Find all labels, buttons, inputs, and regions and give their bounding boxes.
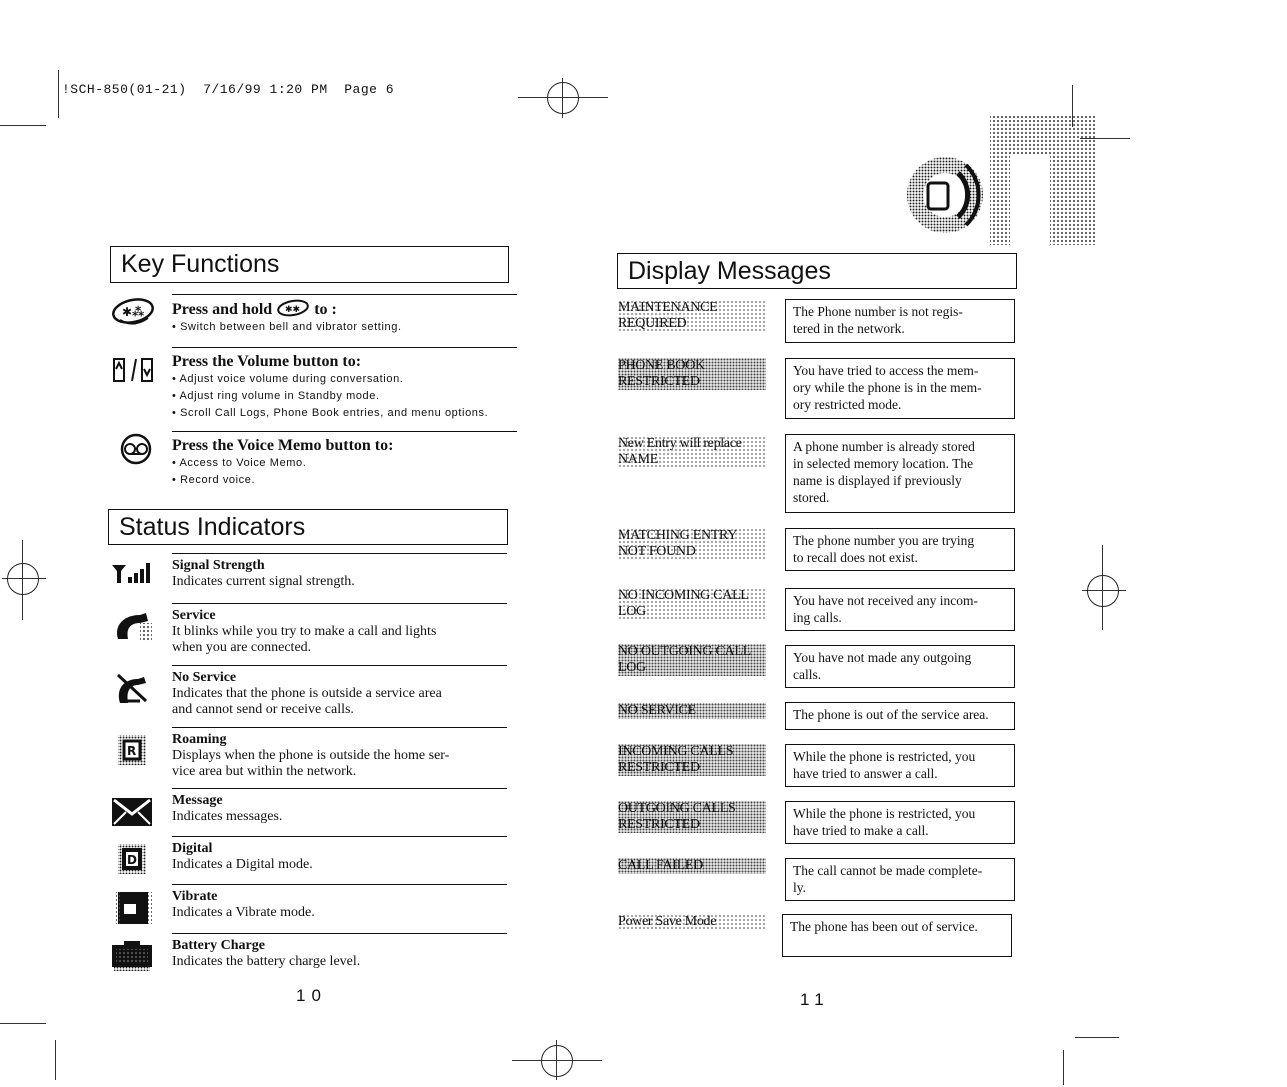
display-message-label-line: RESTRICTED [618,374,700,389]
crop-mark [0,125,46,126]
display-message-label [618,588,766,620]
display-message-desc [785,528,1015,571]
status-indicators-heading: Status Indicators [108,509,508,545]
key-function-bullet: • Record voice. [172,474,256,486]
display-message-label-line: OUTGOING CALLS [618,801,736,816]
display-message-desc [785,744,1015,787]
registration-mark-top [518,78,608,118]
page-number-right: 11 [800,990,830,1009]
key-function-title: Press and hold [172,301,273,318]
display-message-desc-line: ory restricted mode. [793,397,902,412]
registration-mark-left [2,540,46,620]
display-message-desc-line: The Phone number is not regis- [793,304,963,319]
key-function-bullet: • Switch between bell and vibrator setting. [172,321,402,333]
status-title: Message [172,793,223,808]
status-desc: Displays when the phone is outside the home ser- [172,748,450,763]
display-message-desc [785,299,1015,343]
display-message-desc [785,801,1015,844]
display-message-label-line: RESTRICTED [618,760,700,775]
display-message-desc-line: While the phone is restricted, you [793,806,976,821]
status-desc: Indicates messages. [172,809,283,824]
display-message-desc-line: ly. [793,880,806,895]
display-message-label-line: NO SERVICE [618,703,696,718]
star-pound-key-icon [110,296,156,326]
display-message-label [618,528,766,560]
status-indicator-item [108,665,508,725]
crop-mark [58,70,59,118]
display-message-desc-line: You have not received any incom- [793,593,978,608]
display-message-desc-line: to recall does not exist. [793,550,918,565]
crop-mark [55,1040,56,1080]
display-message-label [618,801,766,833]
status-indicator-item [108,884,508,932]
display-message-desc-line: have tried to make a call. [793,823,929,838]
display-message-label-line: LOG [618,604,646,619]
display-message-label-line: INCOMING CALLS [618,744,734,759]
status-desc: Indicates a Vibrate mode. [172,905,315,920]
status-title: Battery Charge [172,938,265,953]
registration-mark-bottom [512,1040,602,1080]
status-title: Service [172,608,216,623]
display-message-label-line: CALL FAILED [618,858,703,873]
key-function-bullet: • Access to Voice Memo. [172,457,307,469]
display-message-desc [782,914,1012,957]
display-message-desc-line: You have tried to access the mem- [793,363,979,378]
status-desc: and cannot send or receive calls. [172,702,354,717]
display-message-desc-line: name is displayed if previously [793,473,962,488]
crop-mark [1063,1050,1064,1085]
key-function-bullet: • Scroll Call Logs, Phone Book entries, and menu options. [172,407,489,419]
display-message-desc [785,858,1015,901]
roaming-icon [110,733,154,767]
digital-icon [110,842,154,876]
display-message-label [618,914,766,930]
display-message-label [618,300,766,332]
svg-text:✱⁂: ✱⁂ [122,305,145,319]
display-message-desc [785,358,1015,419]
status-desc: Indicates a Digital mode. [172,857,313,872]
display-message-label [618,436,766,468]
battery-charge-icon [110,939,154,973]
key-function-title: Press the Voice Memo button to: [172,437,394,454]
display-message-desc-line: stored. [793,490,830,505]
crop-mark [1075,1037,1119,1038]
display-message-desc-line: A phone number is already stored [793,439,975,454]
display-message-label-line: REQUIRED [618,316,687,331]
display-message-desc [785,645,1015,688]
display-message-label [618,703,766,719]
display-message-label [618,644,766,676]
key-function-title-suffix: to : [314,301,337,318]
status-title: No Service [172,670,237,685]
svg-text:D: D [127,853,137,867]
status-desc: It blinks while you try to make a call and lights [172,624,437,639]
display-message-label [618,358,766,390]
display-message-desc-line: tered in the network. [793,321,905,336]
display-message-desc-line: The phone has been out of service. [790,919,978,934]
phone-emblem-graphic [900,115,1095,245]
status-indicator-item [108,836,508,884]
signal-strength-icon [110,559,154,593]
display-message-label-line: Power Save Mode [618,914,717,929]
status-title: Vibrate [172,889,218,904]
display-message-desc-line: The phone number you are trying [793,533,975,548]
display-message-label-line: NAME [618,452,659,467]
display-message-label-line: MATCHING ENTRY [618,528,738,543]
message-envelope-icon [110,794,154,828]
key-function-item [110,347,510,427]
print-header: !SCH-850(01-21) 7/16/99 1:20 PM Page 6 [62,82,395,97]
status-desc: Indicates current signal strength. [172,574,355,589]
status-indicator-item [108,933,508,981]
status-desc: Indicates that the phone is outside a service area [172,686,442,701]
status-title: Roaming [172,732,227,747]
svg-text:R: R [127,744,137,758]
status-desc: when you are connected. [172,640,312,655]
key-function-title: Press the Volume button to: [172,353,362,370]
display-message-label-line: NO OUTGOING CALL [618,644,751,659]
display-message-label-line: NOT FOUND [618,544,696,559]
status-desc: vice area but within the network. [172,764,357,779]
status-desc: Indicates the battery charge level. [172,954,361,969]
page-number-left: 10 [296,986,327,1005]
status-title: Signal Strength [172,558,265,573]
display-messages-heading: Display Messages [617,253,1017,289]
vibrate-icon [110,890,154,924]
display-message-desc-line: ing calls. [793,610,842,625]
display-message-desc-line: The phone is out of the service area. [793,707,989,722]
display-message-label [618,858,766,874]
display-message-desc [785,702,1015,730]
display-message-desc-line: You have not made any outgoing [793,650,972,665]
key-function-bullet: • Adjust voice volume during conversation. [172,373,404,385]
display-message-desc [785,434,1015,513]
key-function-item [110,294,510,344]
display-message-label-line: New Entry will replace [618,436,742,451]
display-message-label-line: LOG [618,660,646,675]
status-title: Digital [172,841,213,856]
volume-buttons-icon [110,355,156,385]
star-pound-key-inline-icon [276,299,310,317]
key-function-item [110,431,510,491]
no-service-icon [110,671,154,705]
status-indicator-item [108,788,508,836]
key-function-bullet: • Adjust ring volume in Standby mode. [172,390,380,402]
display-message-desc-line: The call cannot be made complete- [793,863,983,878]
display-message-desc-line: While the phone is restricted, you [793,749,976,764]
display-message-desc-line: have tried to answer a call. [793,766,938,781]
status-indicator-item [108,553,508,601]
service-handset-icon [110,609,154,643]
status-indicator-item [108,727,508,787]
display-message-desc-line: ory while the phone is in the mem- [793,380,982,395]
display-message-label-line: RESTRICTED [618,817,700,832]
display-message-label [618,744,766,776]
display-message-desc-line: in selected memory location. The [793,456,974,471]
key-functions-heading: Key Functions [110,246,509,283]
display-message-label-line: PHONE BOOK [618,358,705,373]
svg-text:✱✱: ✱✱ [285,305,301,315]
display-message-label-line: NO INCOMING CALL [618,588,749,603]
crop-mark [0,1023,46,1024]
voice-memo-button-icon [116,433,162,463]
status-indicator-item [108,603,508,663]
display-message-desc [785,588,1015,631]
registration-mark-right [1082,545,1126,630]
display-message-desc-line: calls. [793,667,822,682]
display-message-label-line: MAINTENANCE [618,300,718,315]
